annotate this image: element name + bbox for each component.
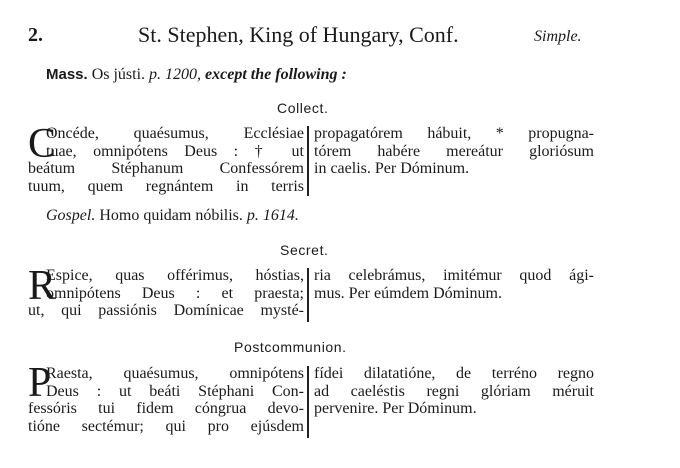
gospel-page-ref: p. 1614. [246,207,299,224]
mass-line [46,66,347,84]
secret-left-line: Espice, quas offérimus, hóstias, [46,267,304,284]
postcommunion-left-line: Deus : ut beáti Stéphani Con- [46,382,304,400]
secret-right-line: mus. Per eúmdem Dóminum. [314,284,502,302]
collect-left-line: beátum Stéphanum Confessórem [28,160,304,177]
postcommunion-drop-initial: P [28,360,52,406]
postcommunion-left-line: fessóris tui fidem cóngrua devo- [28,400,304,417]
collect-right-line: propagatórem hábuit, * propugna- [314,125,594,142]
postcommunion-right-line: pervenire. Per Dóminum. [314,400,477,417]
secret-left-line: ut, qui passiónis Domínicae mysté- [28,302,304,319]
secret-drop-initial: R [28,263,57,309]
postcommunion-left-line: Raesta, quaésumus, omnipótens [46,365,304,382]
gospel-line [46,207,299,225]
collect-left-column [28,121,304,195]
page-title: St. Stephen, King of Hungary, Conf. [138,22,459,47]
section-number: 2. [28,24,43,46]
feast-rank: Simple. [534,28,582,45]
secret-column-rule [307,268,309,322]
mass-text: Os jústi. [91,66,146,83]
postcommunion-right-line: ad caeléstis regni glóriam méruit [314,382,594,400]
mass-note: except the following : [205,66,347,83]
collect-right-line: in caelis. Per Dóminum. [314,160,470,177]
gospel-text: Homo quidam nóbilis. [99,207,243,224]
mass-page-ref: p. 1200, [149,66,202,83]
postcommunion-column-rule [307,366,309,438]
collect-left-line: Oncéde, quaésumus, Ecclésiae [46,125,304,142]
postcommunion-left-column [28,360,304,435]
secret-left-column [28,263,304,320]
secret-right-line: ria celebrámus, imitémur quod ági- [314,267,594,284]
postcommunion-right-line: fídei dilatatióne, de terréno regno [314,365,594,382]
collect-title: Collect. [277,100,329,116]
gospel-label: Gospel. [46,207,96,224]
collect-left-line: tuum, quem regnántem in terris [28,177,304,195]
collect-drop-initial: C [28,121,57,167]
collect-left-line: tuae, omnipótens Deus : † ut [46,142,304,160]
collect-right-column [314,125,594,178]
collect-right-line: tórem habére mereátur gloriósum [314,142,594,160]
mass-label: Mass. [46,66,88,83]
secret-left-line: omnipótens Deus : et praesta; [46,284,304,302]
secret-right-column [314,267,594,302]
postcommunion-right-column [314,365,594,418]
secret-title: Secret. [280,242,329,258]
collect-column-rule [307,126,309,196]
postcommunion-title: Postcommunion. [234,339,347,355]
postcommunion-left-line: tióne sectémur; qui pro ejúsdem [28,417,304,435]
